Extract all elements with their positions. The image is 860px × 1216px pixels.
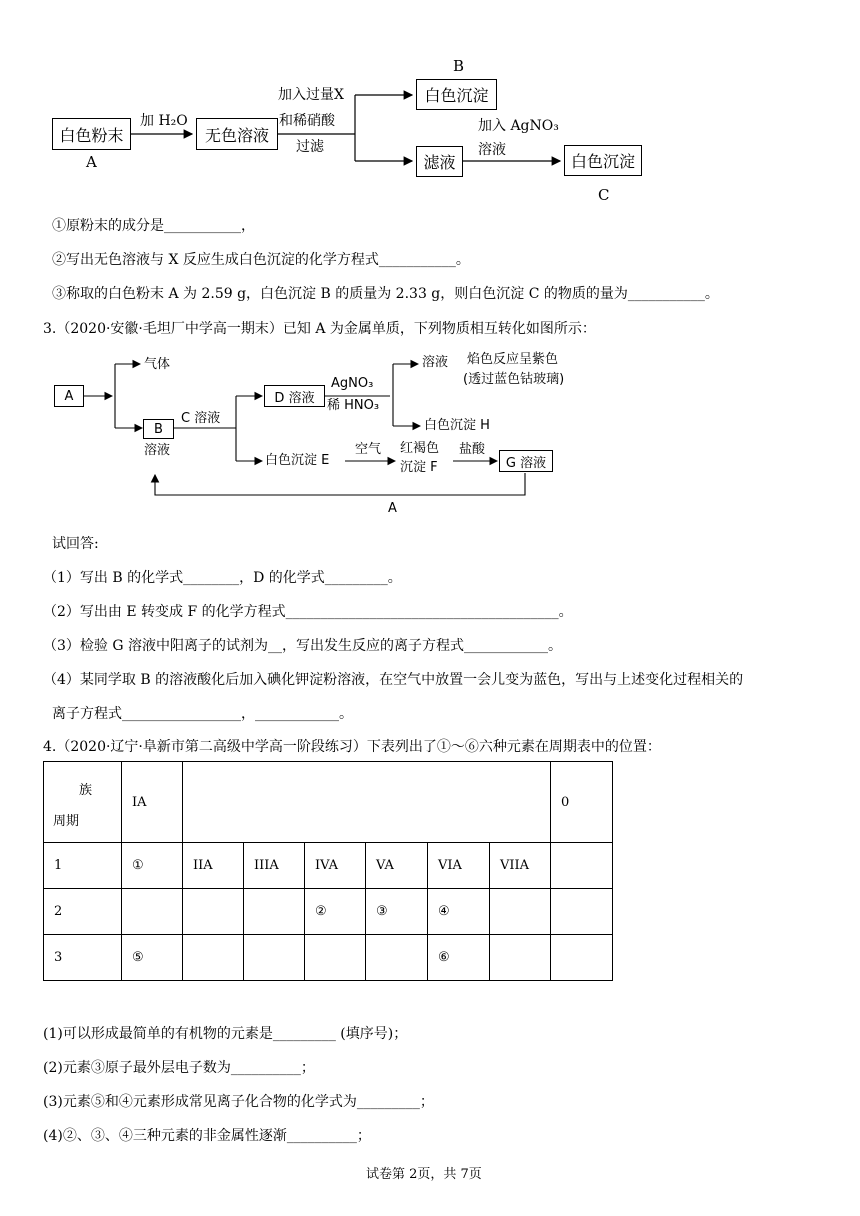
table-cell [551, 889, 613, 935]
agno3-label-line1: 加入 AgNO₃ [478, 118, 559, 134]
header-blank [183, 762, 551, 843]
table-cell: ⑥ [428, 935, 490, 981]
table-cell: IIIA [244, 843, 305, 889]
q3-title: 3.（2020·安徽·毛坦厂中学高一期末）已知 A 为金属单质，下列物质相互转化如图所示： [43, 321, 596, 337]
table-cell [551, 843, 613, 889]
table-cell: 3 [44, 935, 122, 981]
header-group: 族 [79, 783, 93, 798]
q3-question-4-cont: 离子方程式_________________，____________。 [52, 706, 353, 722]
table-cell [551, 935, 613, 981]
q4-question-1: (1)可以形成最简单的有机物的元素是_________ (填序号)； [43, 1026, 408, 1042]
q2-line-1: ①原粉末的成分是___________， [52, 218, 255, 234]
table-cell: ④ [428, 889, 490, 935]
table-cell: VIIA [490, 843, 551, 889]
label-A-return: A [388, 501, 397, 516]
label-C: C [598, 186, 610, 204]
q4-question-4: (4)②、③、④三种元素的非金属性逐渐__________； [43, 1128, 371, 1144]
box-B: B [143, 419, 174, 439]
arrow-label-h2o: 加 H₂O [140, 113, 188, 129]
periodic-table [43, 761, 613, 981]
label-B-solution: 溶液 [144, 443, 171, 458]
table-header-row [44, 762, 613, 843]
table-cell: 1 [44, 843, 122, 889]
table-cell: ② [305, 889, 366, 935]
q4-question-3: (3)元素⑤和④元素形成常见离子化合物的化学式为_________； [43, 1094, 434, 1110]
label-A: A [86, 153, 97, 171]
label-B: B [453, 57, 465, 75]
table-cell [122, 889, 183, 935]
label-C-solution: C 溶液 [181, 411, 221, 426]
label-flame-test: 焰色反应呈紫色 [467, 352, 559, 367]
label-air: 空气 [355, 442, 382, 457]
table-cell: ① [122, 843, 183, 889]
table-cell: IIA [183, 843, 244, 889]
table-cell [183, 935, 244, 981]
table-row [44, 843, 613, 889]
q3-question-2: （2）写出由 E 转变成 F 的化学方程式_______________________________________。 [43, 604, 573, 620]
header-IA: IA [122, 762, 183, 843]
table-cell [183, 889, 244, 935]
reagent-x-line2: 和稀硝酸 [279, 113, 335, 129]
table-cell [490, 889, 551, 935]
table-row [44, 889, 613, 935]
box-filtrate: 滤液 [416, 146, 463, 177]
box-G-solution: G 溶液 [499, 450, 553, 472]
q3-question-4: （4）某同学取 B 的溶液酸化后加入碘化钾淀粉溶液，在空气中放置一会儿变为蓝色，写出与上述变化过程相关的 [43, 672, 744, 688]
label-hydrochloric-acid: 盐酸 [459, 442, 486, 457]
header-0: 0 [551, 762, 613, 843]
table-cell [244, 889, 305, 935]
q4-question-2: (2)元素③原子最外层电子数为__________； [43, 1060, 315, 1076]
table-cell: VIA [428, 843, 490, 889]
q3-prompt: 试回答: [52, 536, 99, 552]
label-dilute-hno3: 稀 HNO₃ [327, 398, 380, 413]
table-cell [305, 935, 366, 981]
box-D-solution: D 溶液 [264, 385, 325, 407]
header-period: 周期 [53, 814, 80, 829]
box-colorless-solution: 无色溶液 [196, 118, 278, 150]
table-row [44, 935, 613, 981]
q2-line-3: ③称取的白色粉末 A 为 2.59 g，白色沉淀 B 的质量为 2.33 g，则白色沉淀 C 的物质的量为___________。 [52, 286, 719, 302]
q4-title: 4.（2020·辽宁·阜新市第二高级中学高一阶段练习）下表列出了①～⑥六种元素在周期表中的位置： [43, 739, 661, 755]
box-white-powder: 白色粉末 [52, 118, 131, 150]
label-red-brown: 红褐色 [400, 441, 440, 456]
q3-question-3: （3）检验 G 溶液中阳离子的试剂为__，写出发生反应的离子方程式____________。 [43, 638, 562, 654]
box-white-precipitate-c: 白色沉淀 [564, 145, 642, 176]
table-cell: IVA [305, 843, 366, 889]
table-cell: ⑤ [122, 935, 183, 981]
label-precipitate-F: 沉淀 F [400, 460, 438, 475]
reagent-x-line3: 过滤 [296, 139, 324, 155]
label-agno3: AgNO₃ [331, 376, 374, 391]
table-cell [490, 935, 551, 981]
box-white-precipitate-b: 白色沉淀 [416, 79, 497, 110]
agno3-label-line2: 溶液 [478, 142, 506, 158]
table-cell: ③ [366, 889, 428, 935]
box-A: A [54, 385, 84, 407]
table-cell: 2 [44, 889, 122, 935]
label-gas: 气体 [144, 357, 171, 372]
page-footer: 试卷第 2页，共 7页 [366, 1167, 482, 1182]
reagent-x-line1: 加入过量X [278, 87, 344, 103]
label-solution: 溶液 [422, 355, 449, 370]
label-cobalt-glass: (透过蓝色钴玻璃) [463, 372, 565, 387]
label-precipitate-H: 白色沉淀 H [424, 418, 490, 433]
table-cell: VA [366, 843, 428, 889]
table-cell [244, 935, 305, 981]
label-precipitate-E: 白色沉淀 E [265, 453, 330, 468]
q2-line-2: ②写出无色溶液与 X 反应生成白色沉淀的化学方程式___________。 [52, 252, 470, 268]
table-cell [366, 935, 428, 981]
q3-question-1: （1）写出 B 的化学式________，D 的化学式_________。 [43, 570, 402, 586]
header-group-period [44, 762, 122, 843]
